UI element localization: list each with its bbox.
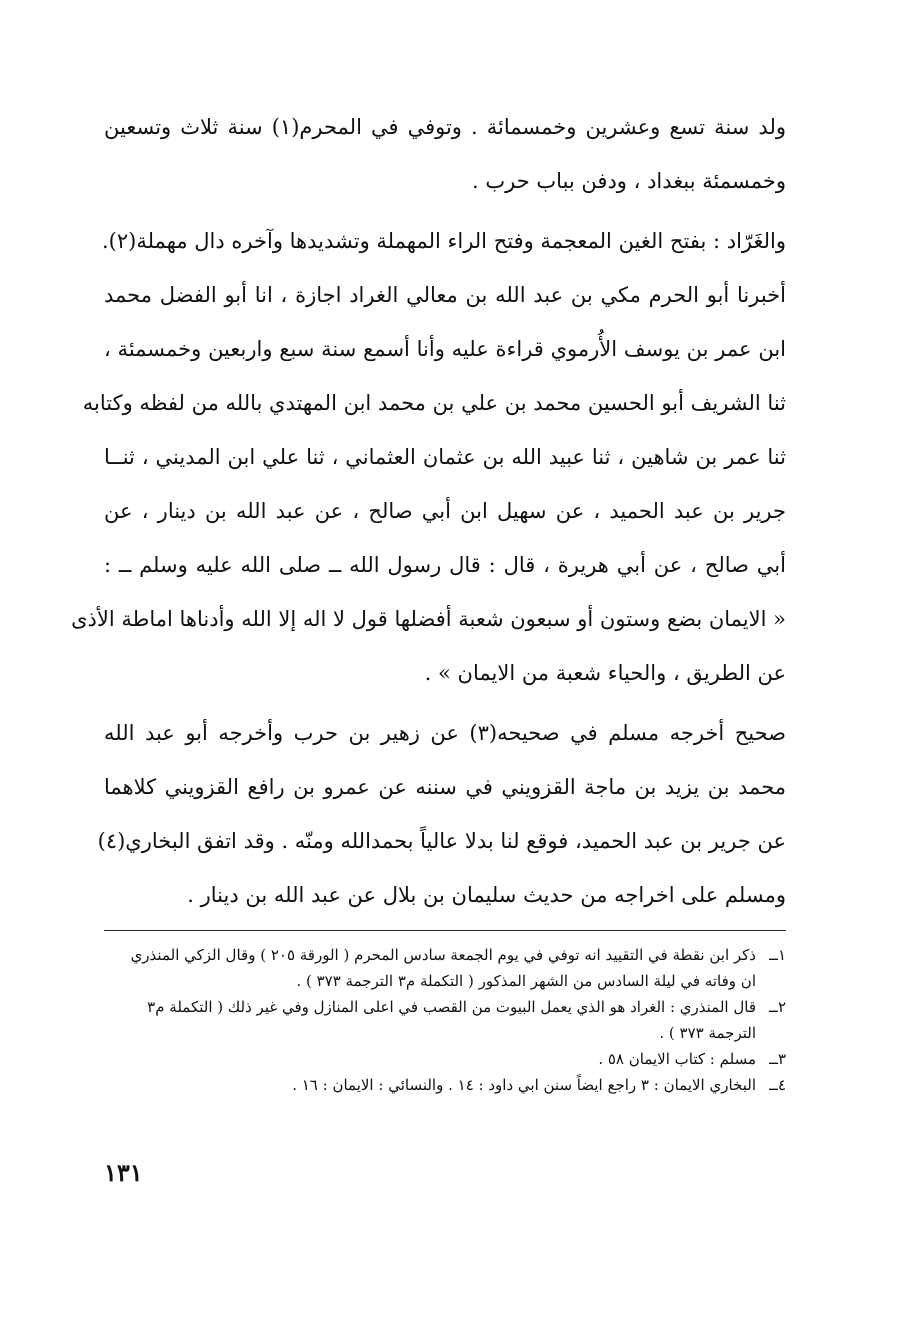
paragraph-2 xyxy=(104,214,786,268)
text-line: جرير بن عبد الحميد ، عن سهيل ابن أبي صالح ، عن عبد الله بن دينار ، عن xyxy=(104,499,786,523)
text-line: عن الطريق ، والحياء شعبة من الايمان » . xyxy=(424,661,786,685)
footnote-3 xyxy=(104,1046,786,1072)
text-line: « الايمان بضع وستون أو سبعون شعبة أفضلها قول لا اله إلا الله وأدناها اماطة الأذى xyxy=(71,607,786,631)
paragraph-1 xyxy=(104,100,786,208)
footnote-4 xyxy=(104,1072,786,1098)
text-line: عن جرير بن عبد الحميد، فوقع لنا بدلا عالياً بحمدالله ومنّه . وقد اتفق البخاري(٤) xyxy=(97,829,786,853)
footnote-2 xyxy=(104,994,786,1046)
footnotes xyxy=(104,942,786,1098)
footnote-text xyxy=(104,1046,756,1072)
footnote-line: الترجمة ٣٧٣ ) . xyxy=(659,1024,756,1042)
footnote-line: البخاري الايمان : ٣ راجع ايضاً سنن ابي داود : ١٤ . والنسائي : الايمان : ١٦ . xyxy=(292,1076,756,1094)
paragraph-3 xyxy=(71,268,786,700)
footnote-number: ٣ــ xyxy=(769,1050,786,1068)
text-line: ثنا الشريف أبو الحسين محمد بن علي بن محمد ابن المهتدي بالله من لفظه وكتابه xyxy=(82,391,786,415)
text-line: ولد سنة تسع وعشرين وخمسمائة . وتوفي في المحرم(١) سنة ثلاث وتسعين xyxy=(104,115,786,139)
footnote-text xyxy=(104,994,756,1046)
text-line: صحيح أخرجه مسلم في صحيحه(٣) عن زهير بن حرب وأخرجه أبو عبد الله xyxy=(104,721,786,745)
text-line: محمد بن يزيد بن ماجة القزويني في سننه عن عمرو بن رافع القزويني كلاهما xyxy=(104,775,786,799)
text-line: ومسلم على اخراجه من حديث سليمان بن بلال عن عبد الله بن دينار . xyxy=(187,883,786,907)
footnote-text xyxy=(104,942,756,994)
text-line: أبي صالح ، عن أبي هريرة ، قال : قال رسول الله ــ صلى الله عليه وسلم ــ : xyxy=(104,553,786,577)
text-line: وخمسمئة ببغداد ، ودفن بباب حرب . xyxy=(472,169,786,193)
footnote-separator xyxy=(104,930,786,931)
paragraph-4 xyxy=(97,706,786,922)
text-line: ثنا عمر بن شاهين ، ثنا عبيد الله بن عثمان العثماني ، ثنا علي ابن المديني ، ثنــا xyxy=(104,445,786,469)
footnote-number: ١ــ xyxy=(769,946,786,964)
footnote-number: ٤ــ xyxy=(769,1076,786,1094)
footnote-line: مسلم : كتاب الايمان ٥٨ . xyxy=(598,1050,756,1068)
text-line: والغَرّاد : بفتح الغين المعجمة وفتح الراء المهملة وتشديدها وآخره دال مهملة(٢). xyxy=(102,229,786,253)
main-text xyxy=(71,100,786,922)
text-line: ابن عمر بن يوسف الأُرموي قراءة عليه وأنا أسمع سنة سبع واربعين وخمسمئة ، xyxy=(104,337,786,361)
footnote-line: ان وفاته في ليلة السادس من الشهر المذكور ( التكملة م٣ الترجمة ٣٧٣ ) . xyxy=(296,972,756,990)
footnote-1 xyxy=(104,942,786,994)
footnote-line: ذكر ابن نقطة في التقييد انه توفي في يوم الجمعة سادس المحرم ( الورقة ٢٠٥ ) وقال الزكي المنذري xyxy=(130,946,756,964)
footnote-line: قال المنذري : الغراد هو الذي يعمل البيوت من القصب في اعلى المنازل وفي غير ذلك ( التكملة م٣ xyxy=(147,998,756,1016)
text-line: أخبرنا أبو الحرم مكي بن عبد الله بن معالي الغراد اجازة ، انا أبو الفضل محمد xyxy=(104,283,786,307)
footnote-number: ٢ــ xyxy=(769,998,786,1016)
page-number: ١٣١ xyxy=(104,1158,143,1187)
footnote-text xyxy=(104,1072,756,1098)
